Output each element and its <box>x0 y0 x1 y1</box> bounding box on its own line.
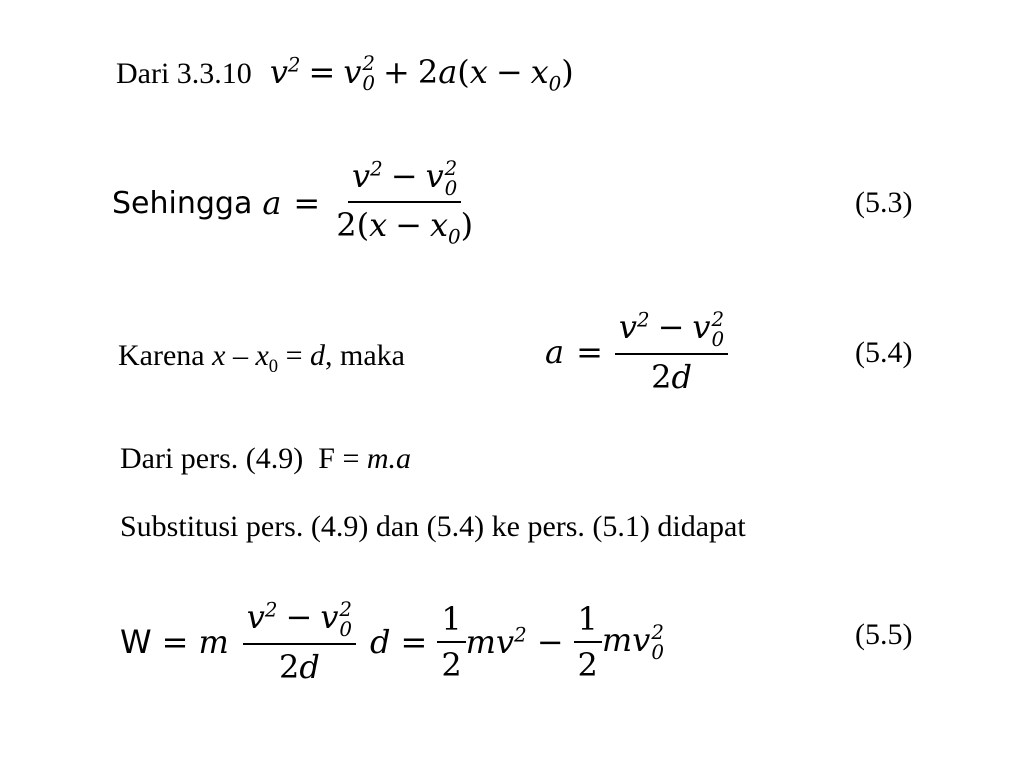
fraction-denominator: $2(x - x_0)$ <box>336 206 474 249</box>
fraction-numerator: 1 <box>574 600 602 643</box>
kinetic-energy-initial: mv 2 0 <box>601 620 664 664</box>
sehingga-label: Sehingga <box>112 185 253 221</box>
fraction-numerator: $v^2 - v$ 2 0 <box>615 308 728 354</box>
one-half-fraction <box>437 600 465 684</box>
distance-symbol: d <box>370 623 391 661</box>
equals-sign: = <box>576 333 603 371</box>
equation-number-5-5: (5.5) <box>855 618 913 651</box>
fraction-denominator: 2d <box>278 647 320 686</box>
fraction-denominator: 2 <box>577 646 598 684</box>
equation-number-5-4: (5.4) <box>855 336 913 369</box>
acceleration-symbol: a <box>262 184 282 222</box>
velocity-squared-equation: $v^2 = v$ 2 0 + $2a(x - x_0)$ <box>269 52 574 96</box>
fraction-numerator: 1 <box>437 600 465 643</box>
equals-sign: = <box>293 184 321 222</box>
karena-text-line <box>118 336 405 380</box>
equation-3-3-10-line <box>116 48 574 100</box>
equals-sign: = <box>161 623 189 661</box>
one-half-fraction <box>574 600 602 684</box>
work-symbol: W <box>120 623 152 661</box>
mass-times-acceleration: m.a <box>366 442 412 475</box>
equation-5-3 <box>112 148 477 258</box>
equation-5-4 <box>545 300 728 404</box>
mass-symbol: m <box>198 623 229 661</box>
force-law-line <box>120 442 411 476</box>
equation-number-5-3: (5.3) <box>855 186 913 219</box>
fraction-numerator: $v^2 - v$ 2 0 <box>243 598 356 644</box>
equation-reference-text: Dari 3.3.10 <box>116 57 252 90</box>
minus-sign: − <box>536 623 564 661</box>
karena-text: Karena $x - x_0 = d$, maka <box>118 338 405 377</box>
force-law-prefix: Dari pers. (4.9) F = <box>120 442 367 475</box>
equation-5-5 <box>120 590 664 694</box>
acceleration-symbol: a <box>545 333 565 371</box>
equals-sign: = <box>400 623 428 661</box>
fraction-numerator: $v^2 - v$ 2 0 <box>348 157 461 203</box>
work-fraction <box>243 598 356 685</box>
acceleration-fraction <box>332 157 477 249</box>
substitution-text: Substitusi pers. (4.9) dan (5.4) ke pers. (5.1) didapat <box>120 510 746 543</box>
kinetic-energy-final: $mv^2$ <box>465 623 527 661</box>
fraction-denominator: 2 <box>441 646 462 684</box>
acceleration-fraction-d <box>615 308 728 395</box>
fraction-denominator: 2d <box>651 357 692 396</box>
